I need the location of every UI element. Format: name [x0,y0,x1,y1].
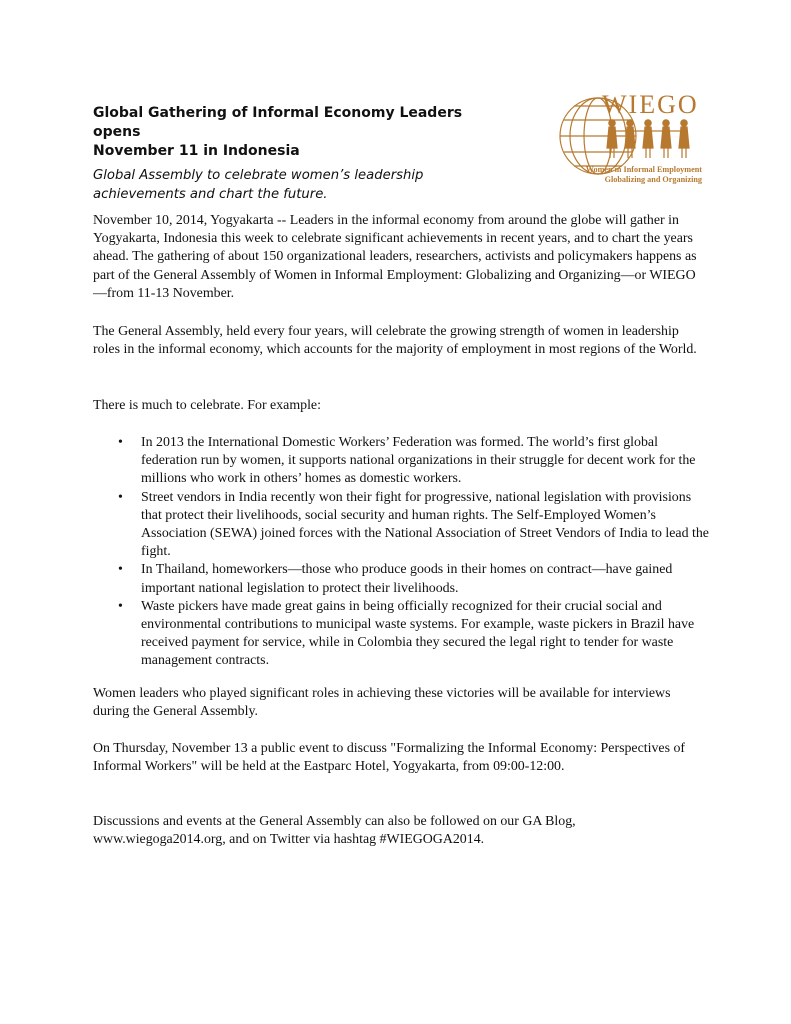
paragraph-text: On Thursday, November 13 a public event to discuss "Formalizing the Informal Economy: Perspectives of Informal Workers" will be held at the Eastparc Hotel, Yogyakarta, from 09:00-12:00. [93,741,686,775]
achievements-list [93,434,713,671]
list-item [93,598,713,671]
list-item-text: In Thailand, homeworkers—those who produce goods in their homes on contract—have gained important national legislation to protect their livelihoods. [141,562,673,596]
logo-tagline-2: Globalizing and Organizing [604,175,702,184]
page-title [93,104,513,161]
list-item-text: Waste pickers have made great gains in being officially recognized for their crucial social and environmental contributions to municipal waste systems. For example, waste pickers in Brazil have received payment for service, while in Colombia they secured the legal right to tender for waste management contracts. [141,598,695,669]
subtitle: Global Assembly to celebrate women’s leadership achievements and chart the future. [93,168,424,202]
paragraph-text: November 10, 2014, Yogyakarta -- Leaders in the informal economy from around the globe will gather in Yogyakarta, Indonesia this week to celebrate significant achievements in recent years, and to chart the years ahead. The gathering of about 150 organizational leaders, researchers, activists and policymakers happens as part of the General Assembly of Women in Informal Employment: Globalizing and Organizing—or WIEGO—from 11-13 November. [93,213,697,301]
paragraph-text: The General Assembly, held every four years, will celebrate the growing strength of women in leadership roles in the informal economy, which accounts for the majority of employment in most regions of the World. [93,324,697,358]
bullet-icon: • [118,435,123,450]
bullet-icon: • [118,489,123,505]
bullet-icon: • [118,598,123,614]
paragraph-follow [93,813,703,849]
list-item [93,489,713,562]
title-line-1: Global Gathering of Informal Economy Leaders opens [93,105,463,140]
logo-wordmark: WIEGO [602,90,699,119]
paragraph-assembly [93,323,703,359]
paragraph-celebrate [93,397,703,415]
list-item-text: In 2013 the International Domestic Workers’ Federation was formed. The world’s first global federation run by women, it supports national organizations in their struggle for decent work for the millions who work in others’ homes as domestic workers. [141,435,696,487]
title-line-2: November 11 in Indonesia [93,143,300,159]
paragraph-public-event [93,740,703,776]
list-item [93,434,713,489]
paragraph-text: Discussions and events at the General Assembly can also be followed on our GA Blog, www.wiegoga2014.org, and on Twitter via hashtag #WIEGOGA2014. [93,814,576,848]
paragraph-interviews [93,685,703,721]
paragraph-text: There is much to celebrate. For example: [93,398,321,413]
list-item-text: Street vendors in India recently won their fight for progressive, national legislation with provisions that protect their livelihoods, social security and human rights. The Self-Employed Women’s Association (SEWA) joined forces with the National Association of Street Vendors of India to lead the fight. [141,489,709,560]
wiego-logo [552,90,702,190]
paragraph-text: Women leaders who played significant roles in achieving these victories will be available for interviews during the General Assembly. [93,686,671,720]
logo-tagline-1: Women in Informal Employment [585,165,702,174]
bullet-icon: • [118,562,123,578]
list-item [93,561,713,597]
paragraph-intro [93,212,703,303]
